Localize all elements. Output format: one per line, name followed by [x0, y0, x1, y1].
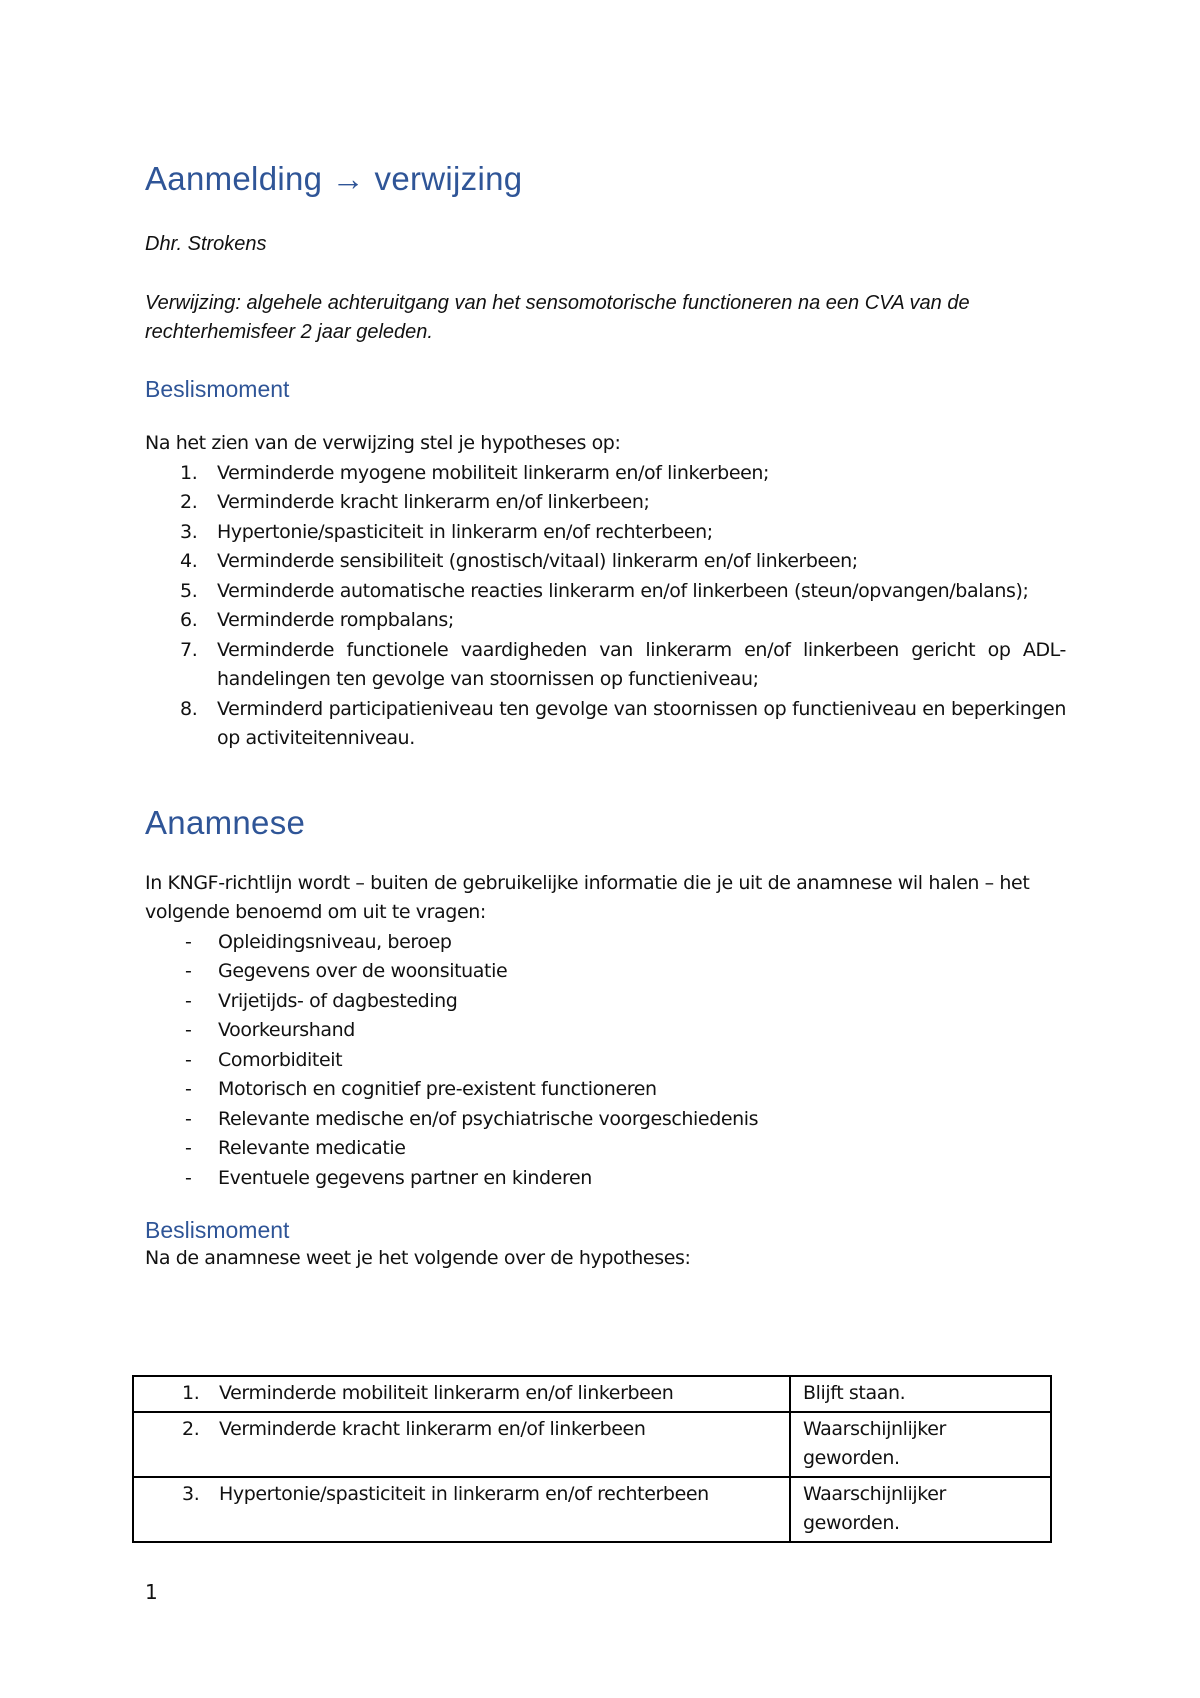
page-number: 1 — [145, 1580, 158, 1604]
referral-text: Verwijzing: algehele achteruitgang van het sensomotorische functioneren na een CVA van de rechterhemisfeer 2 jaar geleden. — [145, 292, 970, 343]
anamnese-intro: In KNGF-richtlijn wordt – buiten de gebruikelijke informatie die je uit de anamnese wil halen – het volgende benoemd om uit te vragen: — [145, 871, 1030, 923]
status-cell: Blijft staan. — [790, 1376, 1051, 1412]
list-item: - Motorisch en cognitief pre-existent functioneren — [185, 1078, 657, 1100]
list-item: - Comorbiditeit — [185, 1048, 343, 1071]
list-item: - Relevante medicatie — [185, 1137, 406, 1159]
list-item: - Gegevens over de woonsituatie — [185, 960, 508, 982]
hypotheses-table — [132, 1375, 1052, 1543]
status-cell: Waarschijnlijker geworden. — [790, 1477, 1051, 1542]
hypotheses-intro: Na het zien van de verwijzing stel je hypotheses op: — [145, 432, 621, 454]
decision-intro: Na de anamnese weet je het volgende over de hypotheses: — [145, 1247, 691, 1269]
list-item: 2. Verminderde kracht linkerarm en/of linkerbeen; — [180, 491, 650, 513]
list-item: - Vrijetijds- of dagbesteding — [185, 989, 458, 1012]
hypotheses-list — [144, 459, 1066, 754]
list-item: - Relevante medische en/of psychiatrische voorgeschiedenis — [185, 1107, 759, 1130]
list-item: 3. Hypertonie/spasticiteit in linkerarm en/of rechterbeen; — [180, 520, 713, 543]
page-content — [145, 160, 1065, 1274]
list-item: 6. Verminderde rompbalans; — [180, 609, 454, 631]
heading-anamnese: Anamnese — [145, 803, 306, 841]
hypothesis-cell: 3. Hypertonie/spasticiteit in linkerarm en/of rechterbeen — [133, 1477, 790, 1542]
list-item: - Voorkeurshand — [185, 1019, 355, 1041]
table-row — [133, 1376, 1051, 1412]
list-item: - Eventuele gegevens partner en kinderen — [185, 1166, 592, 1189]
patient-name: Dhr. Strokens — [145, 233, 267, 255]
heading-aanmelding: Aanmelding → verwijzing — [145, 160, 523, 197]
heading-beslismoment-2: Beslismoment — [145, 1217, 290, 1243]
list-item: 7. Verminderde functionele vaardigheden van linkerarm en/of linkerbeen gericht op ADL-handelingen ten gevolge van stoornissen op functieniveau; — [180, 638, 1066, 690]
table-row — [133, 1412, 1051, 1477]
anamnese-list — [145, 928, 1065, 1194]
table-row — [133, 1477, 1051, 1542]
heading-beslismoment-1: Beslismoment — [145, 376, 290, 402]
list-item: 4. Verminderde sensibiliteit (gnostisch/vitaal) linkerarm en/of linkerbeen; — [180, 550, 858, 572]
status-cell: Waarschijnlijker geworden. — [790, 1412, 1051, 1477]
list-item: 8. Verminderd participatieniveau ten gevolge van stoornissen op functieniveau en beperkingen op activiteitenniveau. — [180, 697, 1066, 749]
list-item: 5. Verminderde automatische reacties linkerarm en/of linkerbeen (steun/opvangen/balans); — [180, 579, 1029, 602]
hypothesis-cell: 2. Verminderde kracht linkerarm en/of linkerbeen — [133, 1412, 790, 1477]
hypothesis-cell: 1. Verminderde mobiliteit linkerarm en/of linkerbeen — [133, 1376, 790, 1412]
list-item: - Opleidingsniveau, beroep — [185, 930, 452, 953]
list-item: 1. Verminderde myogene mobiliteit linkerarm en/of linkerbeen; — [180, 461, 770, 484]
